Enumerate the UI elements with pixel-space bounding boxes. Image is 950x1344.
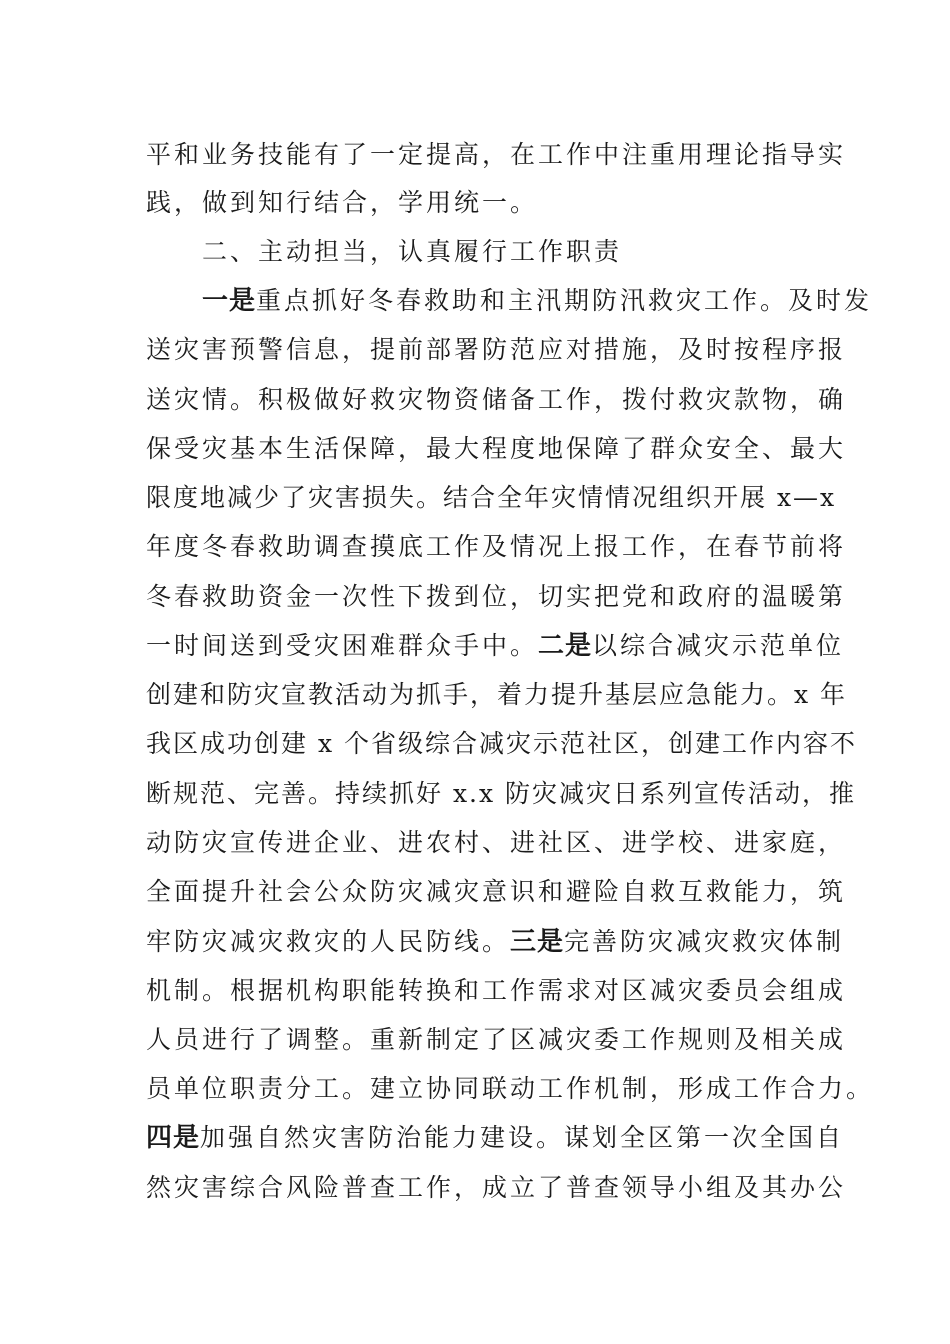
text-segment: 人员进行了调整。重新制定了区减灾委工作规则及相关成 xyxy=(146,1025,847,1054)
text-line xyxy=(146,330,847,370)
text-segment: 牢防灾减灾救灾的人民防线。 xyxy=(146,927,511,956)
text-segment: 限度地减少了灾害损失。结合全年灾情情况组织开展 x—x xyxy=(146,483,837,512)
text-segment: 送灾害预警信息，提前部署防范应对措施，及时按程序报 xyxy=(146,335,847,364)
text-line xyxy=(146,135,847,175)
text-line xyxy=(146,429,847,469)
text-segment: 重点抓好冬春救助和主汛期防汛救灾工作。及时发 xyxy=(256,286,873,315)
text-segment: 全面提升社会公众防灾减灾意识和避险自救互救能力，筑 xyxy=(146,877,847,906)
text-segment: 然灾害综合风险普查工作，成立了普查领导小组及其办公 xyxy=(146,1173,847,1202)
text-segment: 加强自然灾害防治能力建设。谋划全区第一次全国自 xyxy=(200,1123,845,1152)
text-segment: 保受灾基本生活保障，最大程度地保障了群众安全、最大 xyxy=(146,434,847,463)
text-line xyxy=(146,527,847,567)
text-segment: 平和业务技能有了一定提高，在工作中注重用理论指导实 xyxy=(146,140,847,169)
text-line xyxy=(146,675,848,715)
text-line xyxy=(146,1118,845,1158)
text-segment: 动防灾宣传进企业、进农村、进社区、进学校、进家庭， xyxy=(146,828,847,857)
bold-lead-phrase: 三是 xyxy=(510,927,565,957)
bold-lead-phrase: 一是 xyxy=(202,286,257,316)
text-segment: 员单位职责分工。建立协同联动工作机制，形成工作合力。 xyxy=(146,1074,875,1103)
text-line xyxy=(146,724,857,764)
text-segment: 送灾情。积极做好救灾物资储备工作，拨付救灾款物，确 xyxy=(146,385,847,414)
text-line xyxy=(146,971,847,1011)
text-line xyxy=(146,577,847,617)
text-segment: 一时间送到受灾困难群众手中。 xyxy=(146,631,539,660)
text-line xyxy=(146,774,857,814)
text-line xyxy=(146,1168,847,1208)
text-line xyxy=(146,823,847,863)
text-segment: 冬春救助资金一次性下拨到位，切实把党和政府的温暖第 xyxy=(146,582,847,611)
text-segment: 以综合减灾示范单位 xyxy=(592,631,845,660)
text-segment: 我区成功创建 x 个省级综合减灾示范社区，创建工作内容不 xyxy=(146,729,857,758)
text-segment: 年度冬春救助调查摸底工作及情况上报工作，在春节前将 xyxy=(146,532,847,561)
text-segment: 完善防灾减灾救灾体制 xyxy=(564,927,845,956)
text-line xyxy=(146,626,845,666)
text-line xyxy=(146,232,816,272)
bold-lead-phrase: 四是 xyxy=(146,1123,201,1153)
text-line xyxy=(146,1020,847,1060)
text-segment: 践，做到知行结合，学用统一。 xyxy=(146,188,539,217)
text-line xyxy=(146,872,847,912)
text-segment: 断规范、完善。持续抓好 x.x 防灾减灾日系列宣传活动，推 xyxy=(146,779,857,808)
text-line xyxy=(146,183,816,223)
text-segment: 二、主动担当，认真履行工作职责 xyxy=(146,237,623,266)
text-segment xyxy=(146,286,202,315)
text-line xyxy=(146,922,845,962)
text-segment: 创建和防灾宣教活动为抓手，着力提升基层应急能力。x 年 xyxy=(146,680,848,709)
text-line xyxy=(146,281,873,321)
text-line xyxy=(146,380,847,420)
bold-lead-phrase: 二是 xyxy=(538,631,593,661)
text-line xyxy=(146,478,837,518)
text-segment: 机制。根据机构职能转换和工作需求对区减灾委员会组成 xyxy=(146,976,847,1005)
text-line xyxy=(146,1069,875,1109)
